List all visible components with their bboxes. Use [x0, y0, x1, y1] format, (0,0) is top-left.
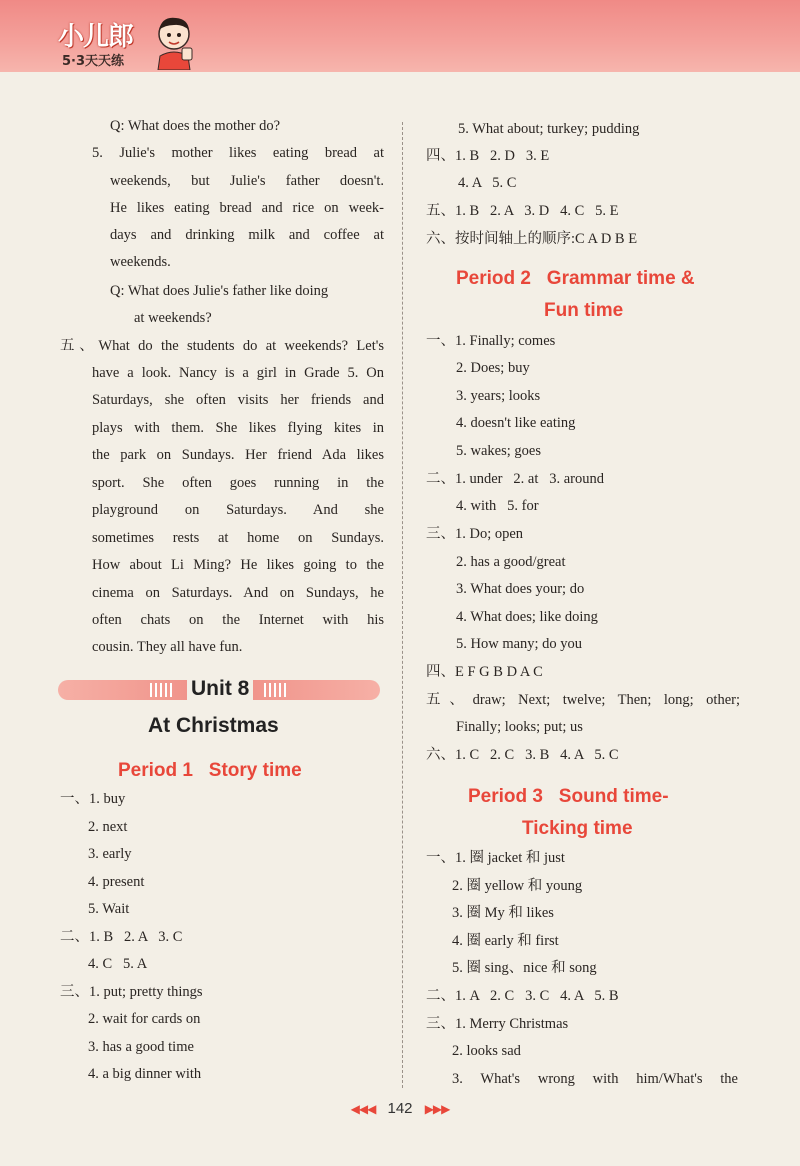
p2-line: 二、1. under 2. at 3. around: [426, 471, 604, 487]
p2-line: 六、1. C 2. C 3. B 4. A 5. C: [426, 747, 619, 763]
p1-line: 4. a big dinner with: [88, 1066, 202, 1082]
passage-line-6: sport. She often goes running in the: [92, 475, 384, 491]
p2-line: 3. years; looks: [456, 388, 541, 404]
r-top-line: 五、1. B 2. A 3. D 4. C 5. E: [426, 203, 619, 219]
item5-line-1: 5. Julie's mother likes eating bread at: [92, 145, 384, 161]
passage-line-8: sometimes rests at home on Sundays.: [92, 530, 384, 546]
series-name: 5·3天天练: [62, 54, 125, 69]
p3-line: 三、1. Merry Christmas: [426, 1016, 569, 1032]
p3-line: 3. 圈 My 和 likes: [452, 905, 554, 921]
question-father-1: Q: What does Julie's father like doing: [110, 283, 329, 299]
period2-title: Period 2 Grammar time &: [456, 268, 695, 289]
period3-title-line2: Ticking time: [522, 818, 633, 839]
p1-line: 二、1. B 2. A 3. C: [60, 929, 183, 945]
p2-line: Finally; looks; put; us: [456, 719, 583, 735]
page-footer: [0, 1100, 800, 1117]
prev-arrows-icon: ◀◀◀: [350, 1102, 376, 1116]
p2-line: 2. has a good/great: [456, 554, 566, 570]
p3-line: 4. 圈 early 和 first: [452, 933, 559, 949]
p1-line: 2. wait for cards on: [88, 1011, 201, 1027]
passage-line-7: playground on Saturdays. And she: [92, 502, 384, 518]
r-top-line: 四、1. B 2. D 3. E: [426, 148, 550, 164]
p1-line: 4. C 5. A: [88, 956, 148, 972]
question-mother: Q: What does the mother do?: [110, 118, 281, 134]
unit-title: Unit 8: [187, 677, 253, 701]
next-arrows-icon: ▶▶▶: [424, 1102, 450, 1116]
p1-line: 3. early: [88, 846, 132, 862]
p2-line: 5. wakes; goes: [456, 443, 541, 459]
p2-line: 4. What does; like doing: [456, 609, 598, 625]
r-top-line: 5. What about; turkey; pudding: [458, 121, 640, 137]
passage-line-3: Saturdays, she often visits her friends and: [92, 392, 384, 408]
unit-subtitle: At Christmas: [148, 714, 279, 737]
passage-line-4: plays with them. She likes flying kites in: [92, 420, 384, 436]
period3-title: Period 3 Sound time-: [468, 786, 669, 807]
p3-line: 一、1. 圈 jacket 和 just: [426, 850, 565, 866]
brand-name: 小儿郎: [58, 22, 134, 52]
p1-line: 4. present: [88, 874, 145, 890]
period2-title-line2: Fun time: [544, 300, 624, 321]
p1-line: 2. next: [88, 819, 128, 835]
p2-line: 4. doesn't like eating: [456, 415, 576, 431]
passage-line-9: How about Li Ming? He likes going to the: [92, 557, 384, 573]
p1-line: 3. has a good time: [88, 1039, 194, 1055]
p1-line: 一、1. buy: [60, 791, 126, 807]
p2-line: 三、1. Do; open: [426, 526, 524, 542]
passage-line-5: the park on Sundays. Her friend Ada likes: [92, 447, 384, 463]
r-top-line: 六、按时间轴上的顺序:C A D B E: [426, 231, 638, 247]
passage-line-1: 五、What do the students do at weekends? Let's: [60, 338, 384, 354]
passage-line-12: cousin. They all have fun.: [92, 639, 243, 655]
p2-line: 5. How many; do you: [456, 636, 583, 652]
p1-line: 5. Wait: [88, 901, 130, 917]
period1-title: Period 1 Story time: [118, 760, 302, 781]
p2-line: 4. with 5. for: [456, 498, 539, 514]
p2-line: 3. What does your; do: [456, 581, 585, 597]
p3-line: 二、1. A 2. C 3. C 4. A 5. B: [426, 988, 619, 1004]
page-number: 142: [387, 1100, 413, 1117]
passage-line-2: have a look. Nancy is a girl in Grade 5. On: [92, 365, 384, 381]
p2-line: 2. Does; buy: [456, 360, 530, 376]
p3-line: 3. What's wrong with him/What's the: [452, 1071, 738, 1087]
item5-line-4: days and drinking milk and coffee at: [110, 227, 384, 243]
r-top-line: 4. A 5. C: [458, 175, 517, 191]
p3-line: 5. 圈 sing、nice 和 song: [452, 960, 597, 976]
item5-line-3: He likes eating bread and rice on week-: [110, 200, 384, 216]
item5-line-2: weekends, but Julie's father doesn't.: [110, 173, 384, 189]
p2-line: 一、1. Finally; comes: [426, 333, 556, 349]
passage-line-11: often chats on the Internet with his: [92, 612, 384, 628]
p2-line: 五、draw; Next; twelve; Then; long; other;: [426, 692, 740, 708]
p3-line: 2. looks sad: [452, 1043, 521, 1059]
p1-line: 三、1. put; pretty things: [60, 984, 203, 1000]
item5-line-5: weekends.: [110, 254, 171, 270]
p2-line: 四、E F G B D A C: [426, 664, 543, 680]
p3-line: 2. 圈 yellow 和 young: [452, 878, 583, 894]
passage-line-10: cinema on Saturdays. And on Sundays, he: [92, 585, 384, 601]
question-father-2: at weekends?: [134, 310, 212, 326]
